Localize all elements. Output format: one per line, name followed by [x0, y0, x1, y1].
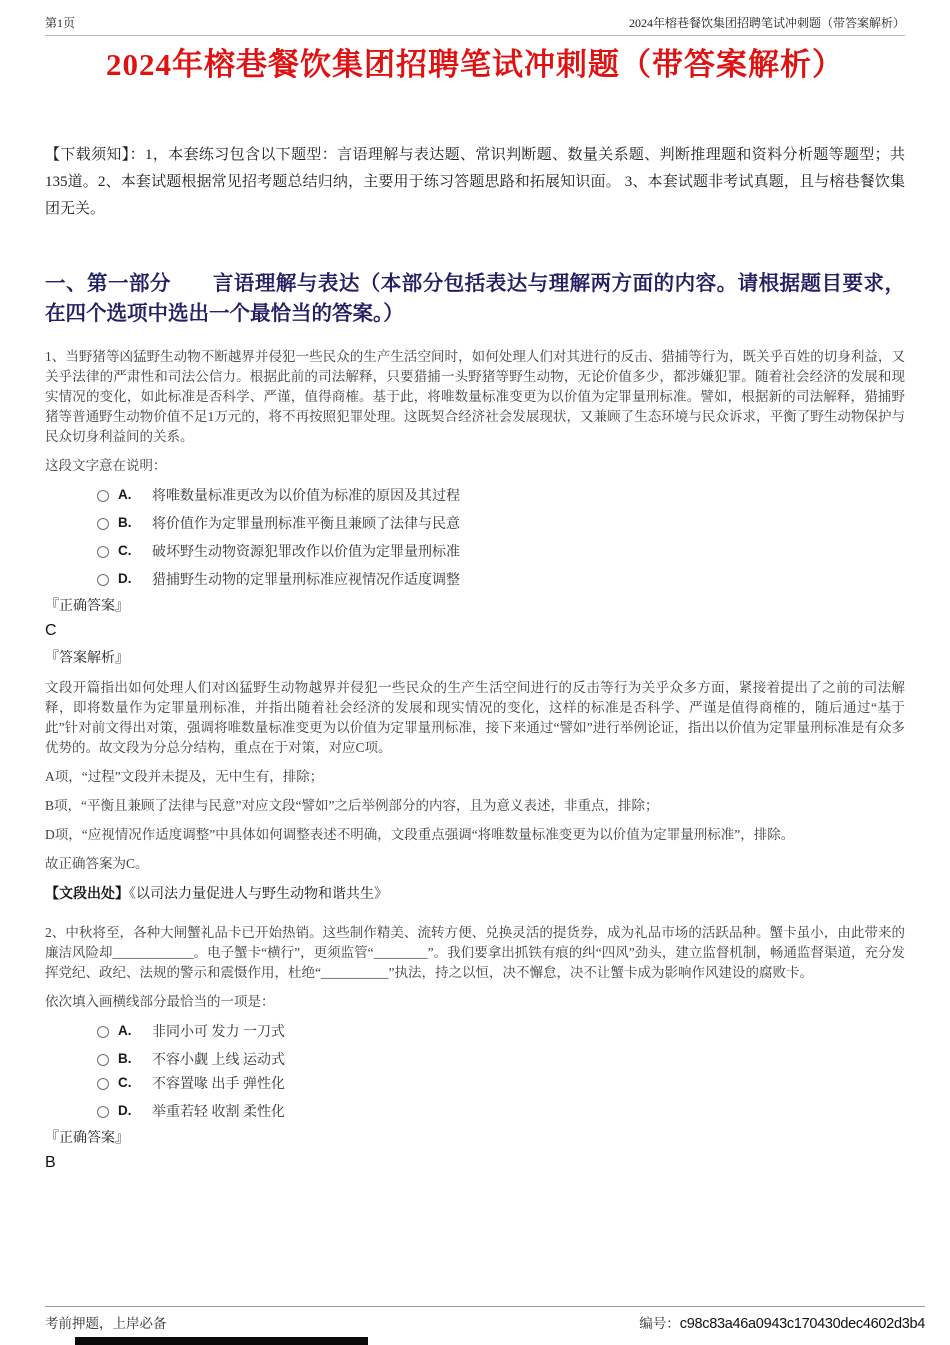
option-letter: C. — [118, 543, 132, 559]
passage-source — [45, 885, 905, 905]
option-letter: A. — [118, 487, 132, 503]
analysis-paragraph: A项，“过程”文段并未提及，无中生有，排除； — [45, 768, 324, 784]
question-1-options — [45, 485, 905, 589]
analysis-paragraph: B项，“平衡且兼顾了法律与民意”对应文段“譬如”之后举例部分的内容，且为意义表述，非重点，排除； — [45, 797, 659, 813]
download-notice: 【下载须知】：1，本套练习包含以下题型：言语理解与表达题、常识判断题、数量关系题、判断推理题和资料分析题等题型；共135道。2、本套试题根据常见招考题总结归纳，主要用于练习答题思路和拓展知识面。 3、本套试题非考试真题，且与榕巷餐饮集团无关。 — [45, 146, 905, 217]
option-row-d — [97, 1101, 905, 1121]
correct-answer-value: B — [45, 1153, 56, 1171]
page-header — [45, 0, 905, 36]
footer-serial-value: c98c83a46a0943c170430dec4602d3b4 — [679, 1316, 925, 1332]
option-row-d — [97, 569, 905, 589]
option-letter: D. — [118, 571, 132, 587]
radio-button-icon[interactable] — [97, 490, 109, 502]
option-text: 将唯数量标准更改为以价值为标准的原因及其过程 — [152, 488, 460, 504]
radio-button-icon[interactable] — [97, 1106, 109, 1118]
option-letter: D. — [118, 1103, 132, 1119]
radio-button-icon[interactable] — [97, 1078, 109, 1090]
radio-button-icon[interactable] — [97, 518, 109, 530]
option-letter: B. — [118, 515, 132, 531]
radio-button-icon[interactable] — [97, 574, 109, 586]
question-2-prompt: 依次填入画横线部分最恰当的一项是： — [45, 993, 275, 1009]
option-text: 破坏野生动物资源犯罪改作以价值为定罪量刑标准 — [152, 544, 460, 560]
option-text: 举重若轻 收割 柔性化 — [152, 1104, 285, 1120]
option-letter: B. — [118, 1051, 132, 1067]
option-text: 非同小可 发力 一刀式 — [152, 1024, 285, 1040]
question-1-stem: 1、当野猪等凶猛野生动物不断越界并侵犯一些民众的生产生活空间时，如何处理人们对其进行的反击、猎捕等行为，既关乎百姓的切身利益，又关乎法律的严肃性和司法公信力。根据此前的司法解释，只要猎捕一头野猪等野生动物，无论价值多少，都涉嫌犯罪。随着社会经济的发展和现实情况的变化，如此标准是否科学、严谨，值得商榷。基于此，将唯数量标准变更为以价值为定罪量刑标准。譬如，根据新的司法解释，猎捕野猪等普通野生动物价值不足1万元的，将不再按照犯罪处理。这既契合经济社会发展现状，又兼顾了生态环境与民众诉求，平衡了野生动物保护与民众切身利益间的关系。 — [45, 348, 905, 444]
option-text: 将价值作为定罪量刑标准平衡且兼顾了法律与民意 — [152, 516, 460, 532]
correct-answer-label: 『正确答案』 — [45, 598, 129, 614]
header-doc-title: 2024年榕巷餐饮集团招聘笔试冲刺题（带答案解析） — [628, 16, 905, 30]
radio-button-icon[interactable] — [97, 1054, 109, 1066]
page-number: 第1页 — [45, 16, 76, 30]
option-row-a — [97, 485, 905, 505]
option-row-c — [97, 1073, 905, 1093]
question-2 — [45, 923, 905, 1174]
page-footer — [45, 1306, 925, 1332]
passage-source-title: 《以司法力量促进人与野生动物和谐共生》 — [129, 886, 388, 902]
option-row-c — [97, 541, 905, 561]
question-1 — [45, 347, 905, 905]
option-text: 不容置喙 出手 弹性化 — [152, 1076, 285, 1092]
answer-analysis-label: 『答案解析』 — [45, 650, 129, 666]
document-title: 2024年榕巷餐饮集团招聘笔试冲刺题（带答案解析） — [106, 47, 844, 82]
footer-serial — [639, 1312, 925, 1332]
passage-source-label: 【文段出处】 — [45, 886, 129, 902]
question-1-prompt: 这段文字意在说明： — [45, 457, 167, 473]
radio-button-icon[interactable] — [97, 1026, 109, 1038]
option-row-b — [97, 1049, 905, 1069]
question-2-stem: 2、中秋将至，各种大闸蟹礼品卡已开始热销。这些制作精美、流转方便、兑换灵活的提货券，成为礼品市场的活跃品种。蟹卡虽小，由此带来的廉洁风险却____________。电子蟹卡“横行”，更须监管“________”。我们要拿出抓铁有痕的纠“四风”劲头，建立监督机制，畅通监督渠道，充分发挥党纪、政纪、法规的警示和震慑作用，杜绝“__________”执法，持之以恒，决不懈怠，决不让蟹卡成为影响作风建设的腐败卡。 — [45, 924, 905, 980]
option-row-a — [97, 1021, 905, 1041]
option-text: 猎捕野生动物的定罪量刑标准应视情况作适度调整 — [152, 572, 460, 588]
bottom-black-bar — [75, 1337, 368, 1345]
correct-answer-value: C — [45, 621, 57, 639]
section-heading: 一、第一部分 言语理解与表达（本部分包括表达与理解两方面的内容。请根据题目要求，在四个选项中选出一个最恰当的答案。） — [45, 272, 905, 325]
option-text: 不容小觑 上线 运动式 — [152, 1052, 285, 1068]
radio-button-icon[interactable] — [97, 546, 109, 558]
option-row-b — [97, 513, 905, 533]
analysis-paragraph: 文段开篇指出如何处理人们对凶猛野生动物越界并侵犯一些民众的生产生活空间进行的反击等行为关乎众多方面，紧接着提出了之前的司法解释，即将数量作为定罪量刑标准，并指出随着社会经济的发展和现实情况的变化，这样的标准是否科学、严谨是值得商榷的，随后通过“基于此”针对前文得出对策，强调将唯数量标准变更为以价值为定罪量刑标准，接下来通过“譬如”进行举例论证，指出以价值为定罪量刑标准是有众多优势的。故文段为分总分结构，重点在于对策，对应C项。 — [45, 679, 905, 755]
option-letter: A. — [118, 1023, 132, 1039]
question-2-options — [45, 1021, 905, 1121]
analysis-conclusion: 故正确答案为C。 — [45, 855, 149, 871]
footer-serial-label: 编号： — [639, 1316, 680, 1331]
analysis-paragraph: D项，“应视情况作适度调整”中具体如何调整表述不明确，文段重点强调“将唯数量标准变更为以价值为定罪量刑标准”，排除。 — [45, 826, 795, 842]
footer-slogan: 考前押题，上岸必备 — [45, 1316, 167, 1331]
option-letter: C. — [118, 1075, 132, 1091]
correct-answer-label: 『正确答案』 — [45, 1130, 129, 1146]
